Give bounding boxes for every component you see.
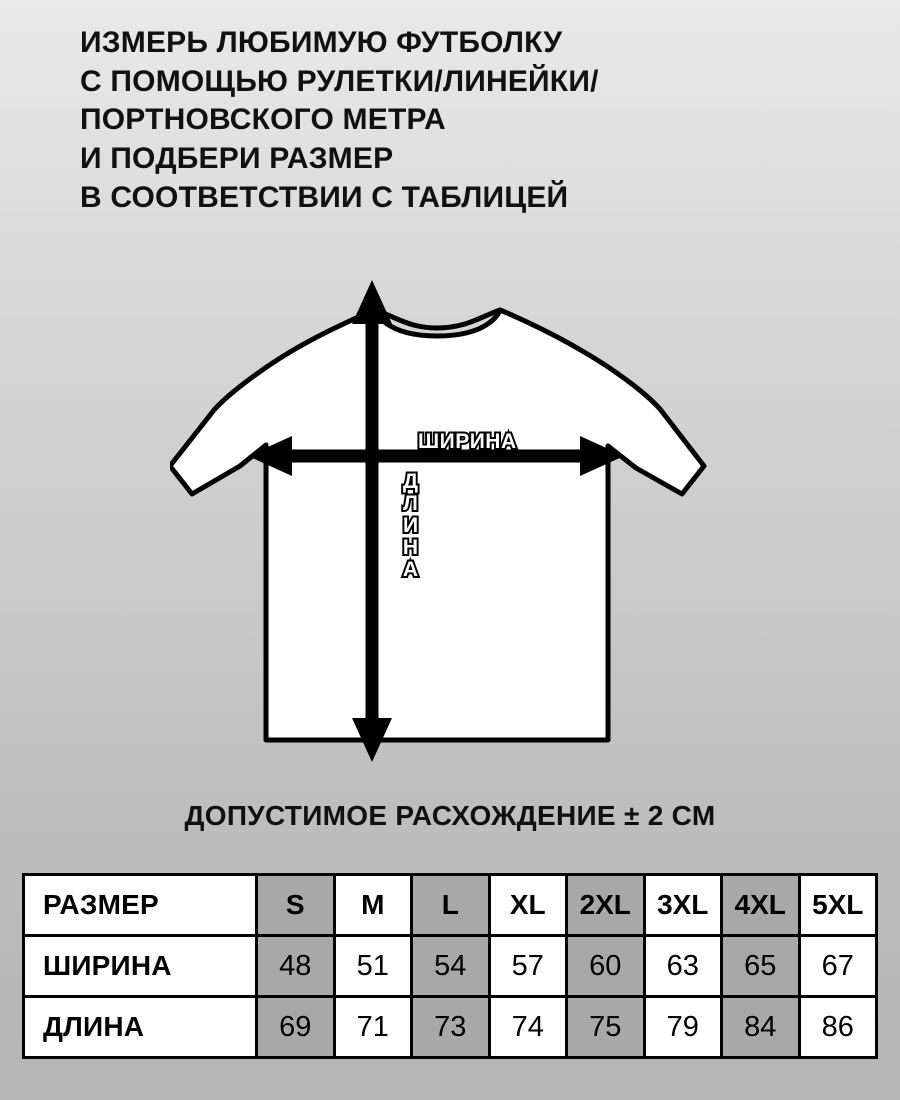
title-line-5: В СООТВЕТСТВИИ С ТАБЛИЦЕЙ bbox=[80, 180, 569, 214]
size-table bbox=[22, 873, 878, 1059]
row-header-size: РАЗМЕР bbox=[24, 875, 257, 936]
table-row-width bbox=[24, 936, 877, 997]
size-cell-5: 3XL bbox=[644, 875, 722, 936]
width-cell-3: 57 bbox=[489, 936, 567, 997]
length-cell-1: 71 bbox=[334, 997, 412, 1058]
title-line-2: С ПОМОЩЬЮ РУЛЕТКИ/ЛИНЕЙКИ/ bbox=[80, 64, 599, 98]
length-cell-0: 69 bbox=[257, 997, 335, 1058]
row-header-width: ШИРИНА bbox=[24, 936, 257, 997]
shirt-body-shape bbox=[170, 310, 704, 740]
size-cell-1: M bbox=[334, 875, 412, 936]
size-cell-7: 5XL bbox=[799, 875, 877, 936]
length-cell-4: 75 bbox=[567, 997, 645, 1058]
length-cell-5: 79 bbox=[644, 997, 722, 1058]
row-header-length: ДЛИНА bbox=[24, 997, 257, 1058]
page-title bbox=[80, 24, 840, 217]
title-line-4: И ПОДБЕРИ РАЗМЕР bbox=[80, 142, 394, 176]
width-cell-2: 54 bbox=[412, 936, 490, 997]
size-cell-6: 4XL bbox=[722, 875, 800, 936]
width-cell-0: 48 bbox=[257, 936, 335, 997]
tolerance-note: ДОПУСТИМОЕ РАСХОЖДЕНИЕ ± 2 СМ bbox=[184, 800, 716, 831]
width-cell-7: 67 bbox=[799, 936, 877, 997]
width-dimension-text: ШИРИНА bbox=[418, 430, 517, 453]
title-line-1: ИЗМЕРЬ ЛЮБИМУЮ ФУТБОЛКУ bbox=[80, 26, 563, 59]
width-cell-1: 51 bbox=[334, 936, 412, 997]
size-cell-0: S bbox=[257, 875, 335, 936]
size-cell-2: L bbox=[412, 875, 490, 936]
size-cell-3: XL bbox=[489, 875, 567, 936]
length-cell-2: 73 bbox=[412, 997, 490, 1058]
table-row-length bbox=[24, 997, 877, 1058]
size-cell-4: 2XL bbox=[567, 875, 645, 936]
width-cell-4: 60 bbox=[567, 936, 645, 997]
length-cell-7: 86 bbox=[799, 997, 877, 1058]
size-chart bbox=[22, 873, 878, 1059]
tshirt-illustration bbox=[170, 270, 730, 770]
length-cell-6: 84 bbox=[722, 997, 800, 1058]
table-row-sizes bbox=[24, 875, 877, 936]
length-dimension-text: ДЛИНА bbox=[399, 470, 422, 580]
title-line-3: ПОРТНОВСКОГО МЕТРА bbox=[80, 103, 446, 137]
length-cell-3: 74 bbox=[489, 997, 567, 1058]
length-dimension-label bbox=[398, 470, 422, 580]
tshirt-diagram bbox=[0, 270, 900, 780]
width-cell-6: 65 bbox=[722, 936, 800, 997]
width-dimension-label bbox=[418, 430, 517, 454]
width-cell-5: 63 bbox=[644, 936, 722, 997]
